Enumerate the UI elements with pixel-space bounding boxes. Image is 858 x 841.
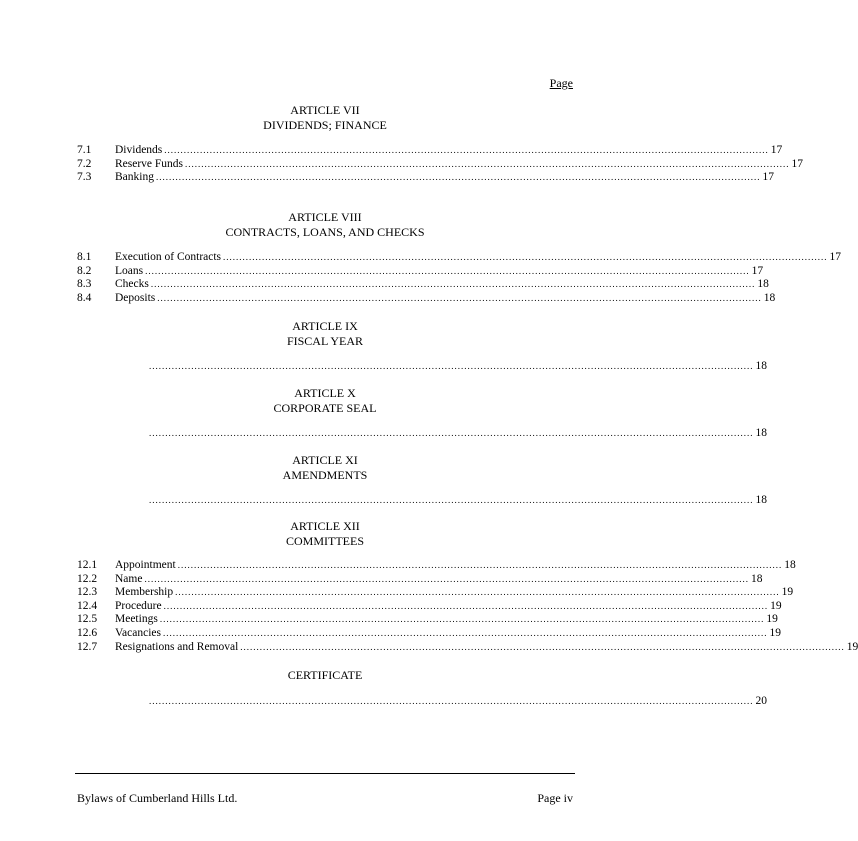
leader-dots: .......................................................................................................................................................................................... — [223, 252, 828, 262]
article-subheading: AMENDMENTS — [282, 468, 368, 482]
toc-entry[interactable] — [77, 586, 794, 600]
section-number: 7.1 — [77, 144, 92, 156]
section-title: Reserve Funds — [115, 157, 184, 170]
article-viii-heading — [0, 210, 650, 240]
certificate-heading — [0, 668, 650, 683]
toc-entry[interactable] — [77, 559, 796, 573]
toc-entry[interactable] — [77, 613, 778, 627]
section-number: 12.2 — [77, 572, 98, 585]
article-heading: ARTICLE IX — [292, 319, 358, 333]
section-number: 12.6 — [77, 626, 98, 639]
toc-entry[interactable] — [77, 572, 763, 587]
toc-entry[interactable] — [77, 251, 842, 265]
article-heading: ARTICLE XI — [292, 453, 358, 467]
toc-entry[interactable] — [149, 359, 767, 373]
section-title: Meetings — [115, 613, 158, 626]
section-title: Banking — [115, 171, 154, 184]
footer-page-number: Page iv — [537, 791, 573, 805]
article-heading: ARTICLE VII — [290, 103, 360, 117]
article-subheading: DIVIDENDS; FINANCE — [263, 118, 387, 132]
section-number: 8.2 — [77, 264, 92, 277]
section-title: Vacancies — [115, 626, 161, 639]
leader-dots: .......................................................................................................................................................................................... — [149, 361, 754, 371]
section-number: 7.3 — [77, 171, 92, 184]
page-number: 19 — [781, 586, 794, 599]
leader-dots: .......................................................................................................................................................................................... — [155, 172, 761, 183]
leader-dots: .......................................................................................................................................................................................... — [149, 428, 754, 438]
leader-dots: .......................................................................................................................................................................................... — [145, 265, 750, 276]
toc-entry[interactable] — [149, 426, 767, 440]
toc-entry[interactable] — [77, 291, 776, 306]
page-number: 19 — [766, 613, 778, 626]
section-title: Appointment — [115, 559, 176, 571]
section-title: Dividends — [115, 144, 163, 156]
page-number: 18 — [755, 494, 767, 506]
page-number: 20 — [755, 695, 767, 707]
page-number: 18 — [755, 427, 767, 439]
article-viii-entries — [77, 251, 842, 305]
leader-dots: .......................................................................................................................................................................................... — [159, 614, 765, 625]
page-number: 17 — [829, 251, 842, 263]
section-number: 12.5 — [77, 613, 98, 626]
toc-entry[interactable] — [77, 157, 804, 172]
leader-dots: .......................................................................................................................................................................................... — [144, 573, 749, 584]
section-title: Checks — [115, 278, 149, 291]
page-number: 18 — [763, 291, 776, 304]
article-subheading: FISCAL YEAR — [286, 334, 364, 348]
article-x-heading — [0, 386, 650, 416]
leader-dots: .......................................................................................................................................................................................... — [163, 600, 769, 611]
section-title: Execution of Contracts — [115, 251, 222, 263]
leader-dots: .......................................................................................................................................................................................... — [240, 641, 845, 652]
article-ix-heading — [0, 319, 650, 349]
article-subheading: COMMITTEES — [286, 534, 364, 548]
page-number: 18 — [755, 360, 767, 372]
leader-dots: .......................................................................................................................................................................................... — [149, 696, 754, 706]
page-number: 19 — [846, 640, 858, 653]
page-number: 17 — [762, 171, 774, 184]
section-title: Name — [115, 572, 143, 585]
article-xii-heading — [0, 519, 650, 549]
article-heading: ARTICLE VIII — [288, 210, 362, 224]
section-number: 8.1 — [77, 251, 92, 263]
section-number: 8.4 — [77, 291, 92, 304]
toc-entry[interactable] — [77, 264, 764, 279]
article-subheading: CORPORATE SEAL — [273, 401, 377, 415]
toc-entry[interactable] — [77, 599, 782, 614]
section-number: 12.7 — [77, 640, 98, 653]
article-heading: ARTICLE XII — [290, 519, 360, 533]
article-subheading: CONTRACTS, LOANS, AND CHECKS — [225, 225, 425, 239]
page-number: 19 — [769, 626, 781, 639]
leader-dots: .......................................................................................................................................................................................... — [175, 587, 780, 598]
section-title: Deposits — [115, 291, 156, 304]
section-title: Resignations and Removal — [115, 640, 239, 653]
toc-entry[interactable] — [77, 278, 769, 292]
page-label: Page — [549, 76, 573, 90]
page-number: 17 — [751, 264, 764, 277]
page-number: 19 — [770, 599, 782, 612]
page-number: 18 — [757, 278, 769, 291]
section-title: Procedure — [115, 599, 162, 612]
section-number: 12.3 — [77, 586, 98, 599]
toc-entry[interactable] — [77, 144, 783, 158]
section-title: Membership — [115, 586, 174, 599]
leader-dots: .......................................................................................................................................................................................... — [164, 145, 769, 155]
leader-dots: .......................................................................................................................................................................................... — [185, 158, 790, 169]
article-heading: ARTICLE X — [294, 386, 356, 400]
toc-entry[interactable] — [149, 493, 767, 507]
article-xi-heading — [0, 453, 650, 483]
page-number: 17 — [770, 144, 783, 156]
toc-entry[interactable] — [77, 171, 774, 185]
footer-divider — [75, 773, 575, 774]
article-xii-entries — [77, 559, 858, 654]
section-number: 7.2 — [77, 157, 92, 170]
section-number: 12.4 — [77, 599, 98, 612]
footer-document-title: Bylaws of Cumberland Hills Ltd. — [77, 791, 238, 805]
page-number: 17 — [791, 157, 804, 170]
article-vii-heading — [0, 103, 650, 133]
toc-entry[interactable] — [77, 640, 858, 655]
article-heading: CERTIFICATE — [287, 668, 363, 682]
leader-dots: .......................................................................................................................................................................................... — [177, 560, 783, 570]
section-title: Loans — [115, 264, 144, 277]
leader-dots: .......................................................................................................................................................................................... — [149, 495, 754, 505]
page-number: 18 — [784, 559, 796, 571]
leader-dots: .......................................................................................................................................................................................... — [157, 292, 762, 303]
toc-entry[interactable] — [149, 694, 767, 708]
section-number: 8.3 — [77, 278, 92, 291]
leader-dots: .......................................................................................................................................................................................... — [162, 627, 768, 638]
toc-entry[interactable] — [77, 626, 781, 641]
section-number: 12.1 — [77, 559, 98, 571]
leader-dots: .......................................................................................................................................................................................... — [150, 279, 756, 290]
article-vii-entries — [77, 144, 804, 185]
page-number: 18 — [750, 572, 763, 585]
